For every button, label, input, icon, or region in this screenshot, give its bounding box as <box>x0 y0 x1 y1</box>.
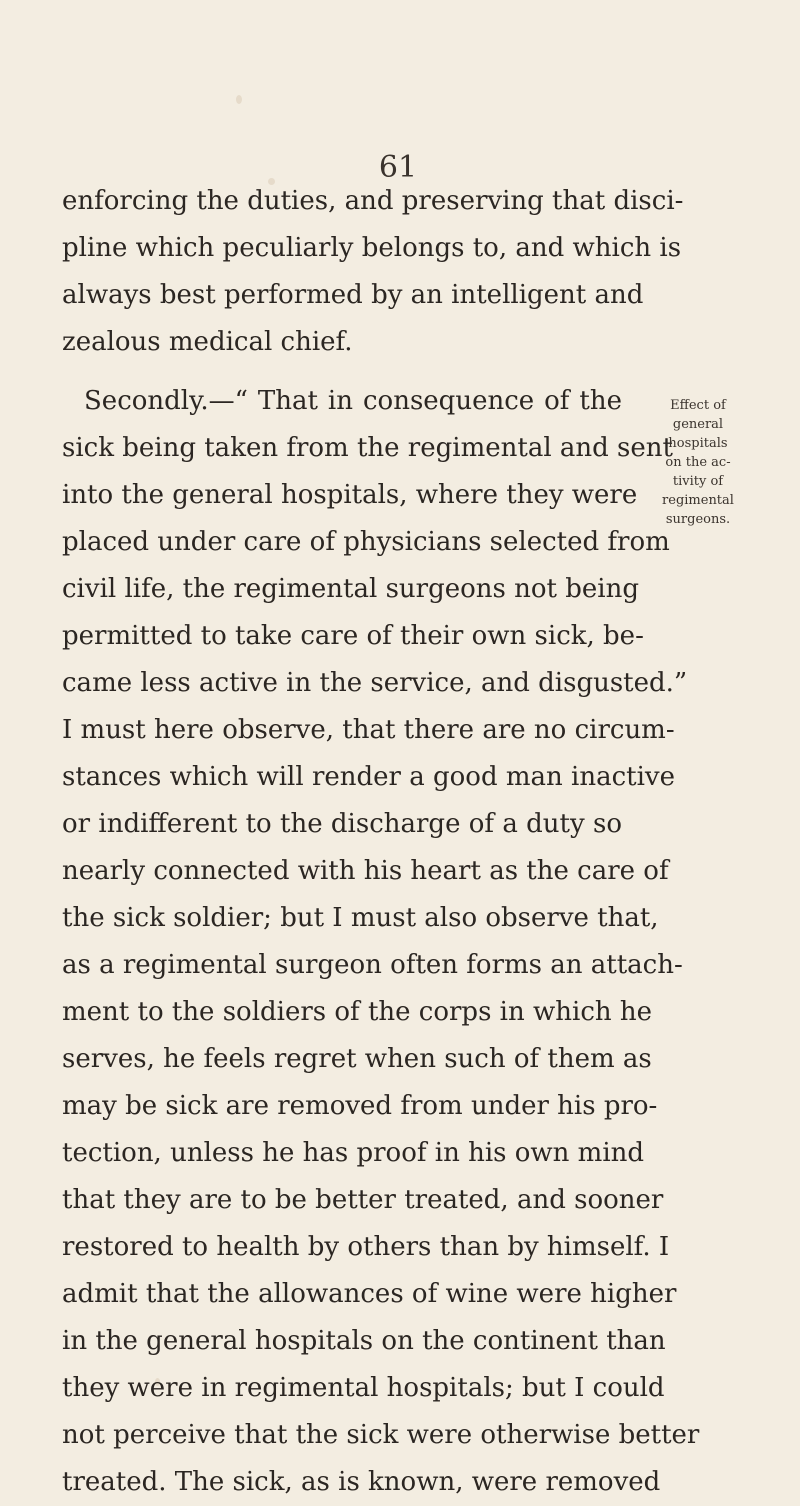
text-line: I must here observe, that there are no circum- <box>62 715 675 745</box>
paragraph-1 <box>62 178 684 366</box>
margin-note-line: regimental <box>662 493 734 508</box>
page-number: 61 <box>378 150 418 185</box>
text-line: zealous medical chief. <box>62 327 353 357</box>
paper-stain <box>236 95 242 104</box>
text-line: into the general hospitals, where they were <box>62 480 638 510</box>
margin-note-line: on the ac- <box>665 455 731 470</box>
margin-note-line: hospitals <box>668 436 728 451</box>
text-line: they were in regimental hospitals; but I could <box>62 1373 665 1403</box>
text-line: as a regimental surgeon often forms an attach- <box>62 950 683 980</box>
text-line: treated. The sick, as is known, were removed <box>62 1467 661 1497</box>
text-line: in the general hospitals on the continent than <box>62 1326 666 1356</box>
margin-note-line: tivity of <box>672 474 724 489</box>
text-line: may be sick are removed from under his pro- <box>62 1091 658 1121</box>
text-line: or indifferent to the discharge of a duty so <box>62 809 622 839</box>
margin-note-line: Effect of <box>670 398 726 413</box>
text-line: that they are to be better treated, and sooner <box>62 1185 664 1215</box>
text-line: serves, he feels regret when such of them as <box>62 1044 652 1074</box>
text-line: the sick soldier; but I must also observe that, <box>62 903 659 933</box>
text-line: permitted to take care of their own sick, be- <box>62 621 644 651</box>
text-line: nearly connected with his heart as the care of <box>62 856 669 886</box>
text-line: enforcing the duties, and preserving that disci- <box>62 186 684 216</box>
text-line: placed under care of physicians selected from <box>62 527 670 557</box>
margin-note-line: surgeons. <box>665 512 731 527</box>
text-line: sick being taken from the regimental and sent <box>62 433 673 463</box>
text-line: stances which will render a good man inactive <box>62 762 675 792</box>
text-line: civil life, the regimental surgeons not being <box>62 574 639 604</box>
text-line: pline which peculiarly belongs to, and which is <box>62 233 682 263</box>
text-line: ment to the soldiers of the corps in which he <box>62 997 653 1027</box>
margin-note <box>638 396 758 529</box>
text-line: restored to health by others than by himself. I <box>62 1232 670 1262</box>
text-line: not perceive that the sick were otherwise better <box>62 1420 700 1450</box>
margin-note-line: general <box>672 417 724 432</box>
text-line: admit that the allowances of wine were higher <box>62 1279 677 1309</box>
text-line: always best performed by an intelligent and <box>62 280 644 310</box>
text-line: Secondly.—“ That in consequence of the <box>84 386 622 416</box>
text-line: tection, unless he has proof in his own mind <box>62 1138 645 1168</box>
text-line: came less active in the service, and disgusted.” <box>62 668 688 698</box>
